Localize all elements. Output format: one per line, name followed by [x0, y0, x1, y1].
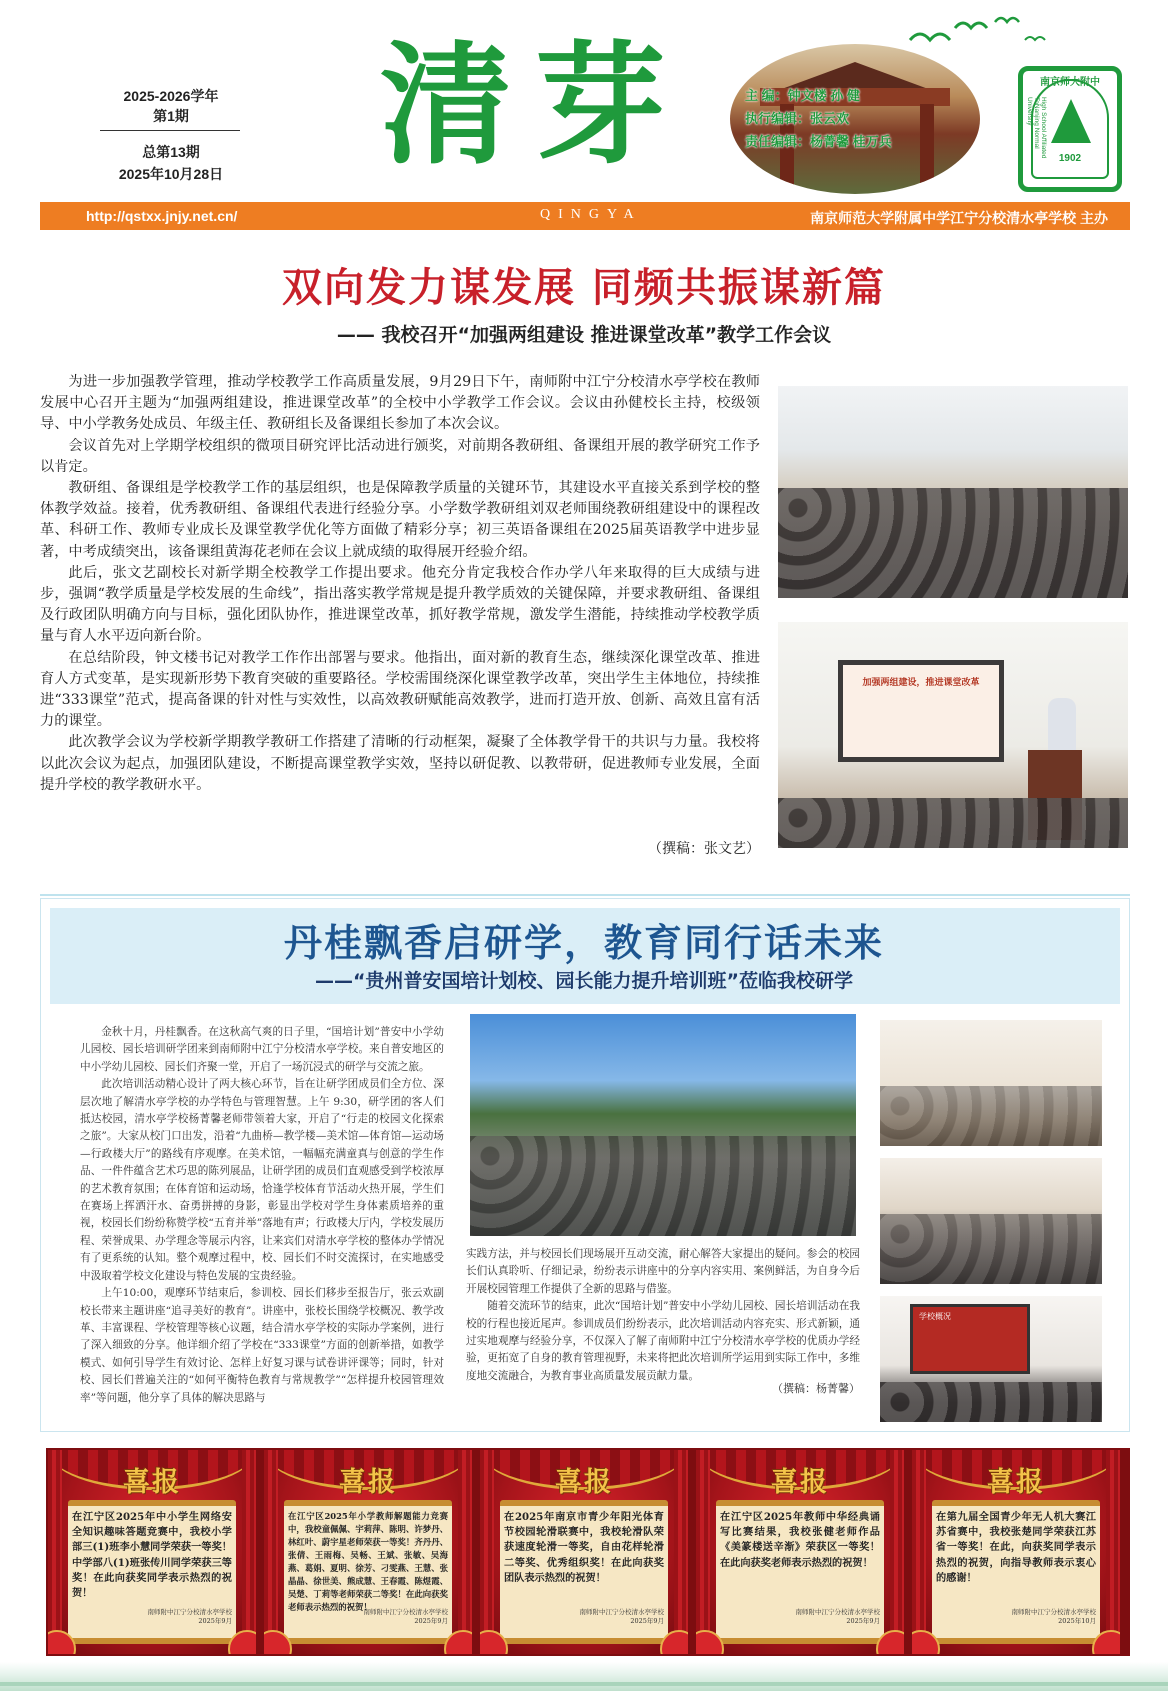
- total-issue: 总第13期: [142, 144, 200, 160]
- article1-title: 双向发力谋发展 同频共振谋新篇: [282, 264, 886, 311]
- article2-paragraph: 上午10:00，观摩环节结束后，参训校、园长们移步至报告厅，张云欢副校长带来主题讲座“追寻美好的教育”。讲座中，张校长围绕学校概况、教学改革、丰富课程、学校管理等核心议题，结合清水亭学校的实际办学案例，进行了深入细致的分享。他详细介绍了学校在“333课堂”方面的创新举措，如教学模式、如何引导学生有效讨论、怎样上好复习课与试卷讲评课等；同时，针对校、园长们普遍关注的“如何平衡特色教育与常规教学”“怎样提升校园管理效率”等问题，他分享了具体的解决思路与: [80, 1287, 444, 1404]
- article1-paragraph: 会议首先对上学期学校组织的微项目研究评比活动进行颁奖，对前期各教研组、备课组开展的教学研究工作予以肯定。: [40, 437, 760, 475]
- meeting-speaker-photo: [778, 622, 1128, 848]
- article2-paragraph: 实践方法，并与校园长们现场展开互动交流，耐心解答大家提出的疑问。参会的校园长们认真聆听、仔细记录，纷纷表示讲座中的分享内容实用、案例鲜活，为自身今后开展校园管理工作提供了全新的思路与借鉴。: [466, 1248, 860, 1295]
- issue-number: 第1期: [153, 108, 189, 124]
- editor-credits: [745, 84, 975, 153]
- article1-body: [40, 372, 760, 796]
- congrats-heading: 喜报: [771, 1467, 829, 1498]
- footer-band: [0, 1662, 1168, 1691]
- lecture-hall-photo: [880, 1296, 1102, 1422]
- visitors-group: [880, 1214, 1102, 1284]
- audience-crowd: [880, 1382, 1102, 1422]
- congrats-heading: 喜报: [555, 1467, 613, 1498]
- meeting-audience-photo: [778, 386, 1128, 598]
- seal-top-text: 南京师大附中: [1040, 77, 1100, 88]
- article2-column-1: [80, 1024, 444, 1407]
- audience-crowd: [778, 488, 1128, 598]
- birds-icon: [900, 10, 1060, 60]
- congrats-scroll: [68, 1500, 236, 1644]
- screen-title: 加强两组建设，推进课堂改革: [862, 678, 980, 688]
- article2-column-2: [466, 1246, 860, 1385]
- congrats-scroll: [932, 1500, 1100, 1644]
- congrats-signature: 南师附中江宁分校清水亭学校 2025年10月: [1011, 1608, 1096, 1625]
- congrats-signature: 南师附中江宁分校清水亭学校 2025年9月: [363, 1608, 448, 1625]
- congrats-card: [696, 1450, 904, 1654]
- article1-author: （撰稿：张文艺）: [648, 841, 760, 857]
- congrats-text: 在江宁区2025年小学教师解题能力竞赛中，我校童佩佩、宇莉萍、陈明、许梦丹、林红叶、蔚宇星老师荣获一等奖！齐丹丹、张倩、王雨梅、吴畅、王斌、张敏、吴海燕、葛娟、夏明、徐芳、刁雯燕、王慧、张晶晶、徐世美、熊成慧、王春霞、陈煜霞、吴楚、丁莉等老师荣获二等奖！在此向获奖老师表示热烈的祝贺！: [288, 1511, 448, 1612]
- footer-line: [0, 1682, 1168, 1686]
- congrats-scroll: [500, 1500, 668, 1644]
- header-bar: [40, 202, 1130, 230]
- responsible-editor: 责任编辑：杨菁馨 桂万兵: [745, 134, 892, 149]
- article1-paragraph: 为进一步加强教学管理，推动学校教学工作高质量发展，9月29日下午，南师附中江宁分校清水亭学校在教师发展中心召开主题为“加强两组建设，推进课堂改革”的全校中小学教学工作会议。会议由孙健校长主持，校级领导、中小学教务处成员、年级主任、教研组长及备课组长参加了本次会议。: [40, 374, 760, 433]
- executive-editor: 执行编辑：张云欢: [745, 111, 850, 126]
- article1-paragraph: 教研组、备课组是学校教学工作的基层组织，也是保障教学质量的关键环节，其建设水平直接关系到学校的整体教学效益。接着，优秀教研组、备课组代表进行经验分享。小学数学教研组刘双老师围绕教研组建设中的课程改革、科研工作、教师专业成长及课堂教学优化等方面做了精彩分享；初三英语备课组在2025届英语教学中进步显著，中考成绩突出，该备课组黄海花老师在会议上就成绩的取得展开经验介绍。: [40, 480, 760, 560]
- congrats-card: [480, 1450, 688, 1654]
- congrats-text: 在第九届全国青少年无人机大赛江苏省赛中，我校张楚同学荣获江苏省一等奖！在此，向获奖同学表示热烈的祝贺，向指导教师表示衷心的感谢！: [936, 1511, 1096, 1584]
- newspaper-logo: 清芽: [380, 28, 688, 183]
- congrats-text: 在江宁区2025年教师中华经典诵写比赛结果，我校张健老师作品《美篆楼送辛渐》荣获区一等奖！在此向获奖老师表示热烈的祝贺！: [720, 1511, 880, 1569]
- school-seal-logo: [1018, 66, 1122, 192]
- masthead: [0, 0, 1168, 200]
- congrats-heading: 喜报: [339, 1467, 397, 1498]
- speaker-figure: [1048, 698, 1076, 758]
- congrats-signature: 南师附中江宁分校清水亭学校 2025年9月: [795, 1608, 880, 1625]
- congrats-heading: 喜报: [123, 1467, 181, 1498]
- congrats-scroll: [716, 1500, 884, 1644]
- lecture-screen: [910, 1304, 1030, 1374]
- article2-author: （撰稿：杨菁馨）: [772, 1382, 860, 1395]
- section-divider: [40, 894, 1130, 896]
- article1-paragraph: 此次教学会议为学校新学期教学教研工作搭建了清晰的行动框架，凝聚了全体教学骨干的共识与力量。我校将以此次会议为起点，加强团队建设，不断提高课堂教学实效，坚持以研促教、以教带研，促进教师专业发展，全面提升学校的教学教研水平。: [40, 734, 760, 793]
- organizer: 南京师范大学附属中学江宁分校清水亭学校 主办: [810, 210, 1108, 226]
- congrats-signature: 南师附中江宁分校清水亭学校 2025年9月: [147, 1608, 232, 1625]
- art-gallery-photo: [880, 1020, 1102, 1146]
- article2-subtitle: ——“贵州普安国培计划校、园长能力提升培训班”莅临我校研学: [315, 970, 853, 992]
- chief-editor: 主 编：钟文楼 孙 健: [745, 88, 860, 103]
- website-link[interactable]: http://qstxx.jnjy.net.cn/: [86, 208, 238, 224]
- article2-paragraph: 随着交流环节的结束，此次“国培计划”普安中小学幼儿园校、园长培训活动在我校的行程也接近尾声。参训成员们纷纷表示，此次培训活动内容充实、形式新颖，通过实地观摩与经验分享，不仅深入了解了南师附中江宁分校清水亭学校的优质办学经验，更拓宽了自身的教育管理视野，未来将把此次培训所学运用到实际工作中，多维度地交流融合，为教育事业高质量发展贡献力量。: [466, 1300, 860, 1382]
- lecture-screen-title: 学校概况: [919, 1312, 951, 1321]
- seal-year: 1902: [1058, 153, 1082, 164]
- article1-paragraph: 在总结阶段，钟文楼书记对教学工作作出部署与要求。他指出，面对新的教育生态，继续深化课堂改革、推进育人方式变革，是实现新形势下教育突破的重要路径。学校需围绕深化课堂教学改革，突出学生主体地位，持续推进“333课堂”范式，提高备课的针对性与实效性，以高效教研赋能高效教学，进而打造开放、创新、高效且富有活力的课堂。: [40, 649, 760, 730]
- issue-divider: [100, 130, 240, 131]
- audience-crowd: [778, 798, 1128, 848]
- exhibition-hall-photo: [880, 1158, 1102, 1284]
- congrats-card: [48, 1450, 256, 1654]
- visitors-group: [470, 1136, 856, 1236]
- seal-side-text: High School Affiliated ToNanjing Normal University: [1026, 97, 1047, 159]
- projection-screen: [838, 660, 1004, 762]
- article1-subtitle: —— 我校召开“加强两组建设 推进课堂改革”教学工作会议: [336, 324, 832, 346]
- congrats-heading: 喜报: [987, 1467, 1045, 1498]
- congrats-text: 在江宁区2025年中小学生网络安全知识趣味答题竞赛中，我校小学部三(1)班李小慧同学荣获一等奖！中学部八(1)班张传川同学荣获三等奖！在此向获奖同学表示热烈的祝贺！: [72, 1511, 232, 1600]
- campus-tour-photo: [470, 1014, 856, 1236]
- congrats-signature: 南师附中江宁分校清水亭学校 2025年9月: [579, 1608, 664, 1625]
- pinyin-title: QINGYA: [540, 207, 642, 222]
- congrats-text: 在2025年南京市青少年阳光体育节校园轮滑联赛中，我校轮滑队荣获速度轮滑一等奖，自由花样轮滑二等奖、优秀组织奖！在此向获奖团队表示热烈的祝贺！: [504, 1511, 664, 1584]
- article2-title: 丹桂飘香启研学，教育同行话未来: [283, 920, 884, 965]
- pine-tree-icon: [1051, 99, 1091, 143]
- article2-paragraph: 此次培训活动精心设计了两大核心环节，旨在让研学团成员们全方位、深层次地了解清水亭学校的办学特色与管理智慧。上午 9:30，研学团的客人们抵达校园，清水亭学校杨菁馨老师带领着大家，开启了“行走的校园文化探索之旅”。大家从校门口出发，沿着“九曲桥—教学楼—美术馆—体育馆—运动场—行政楼大厅”的路线有序观摩。在美术馆，一幅幅充满童真与创意的学生作品、一件件蕴含艺术巧思的陈列展品，让研学团的成员们直观感受到学校浓厚的艺术教育氛围；在体育馆和运动场，恰逢学校体育节活动火热开展，学生们在赛场上挥洒汗水、奋勇拼搏的身影，彰显出学校对学生身体素质培养的重视，校园长们纷纷称赞学校“五育并举”落地有声；行政楼大厅内，学校发展历程、荣誉成果、办学理念等展示内容，让来宾们对清水亭学校的整体办学情况有了更系统的认知。整个观摩过程中，校、园长们不时交流探讨，在实地感受中汲取着学校文化建设与特色发展的宝贵经验。: [80, 1078, 444, 1282]
- article2-paragraph: 金秋十月，丹桂飘香。在这秋高气爽的日子里，“国培计划”普安中小学幼儿园校、园长培训研学团来到南师附中江宁分校清水亭学校。来自普安地区的中小学幼儿园校、园长们齐聚一堂，开启了一场沉浸式的研学与交流之旅。: [80, 1026, 444, 1073]
- issue-date: 2025年10月28日: [118, 166, 224, 182]
- congrats-card: [264, 1450, 472, 1654]
- visitors-group: [880, 1086, 1102, 1146]
- congrats-card: [912, 1450, 1120, 1654]
- congrats-scroll: [284, 1500, 452, 1644]
- article1-paragraph: 此后，张文艺副校长对新学期全校教学工作提出要求。他充分肯定我校合作办学八年来取得的巨大成绩与进步，强调“教学质量是学校发展的生命线”，指出落实教学常规是提升教学质效的关键保障，并要求教研组、备课组及行政团队明确方向与目标，强化团队协作，推进课堂改革，抓好教学常规，激发学生潜能，持续推动学校教学质量与育人水平迈向新台阶。: [40, 564, 760, 645]
- school-year: 2025-2026学年: [123, 88, 219, 104]
